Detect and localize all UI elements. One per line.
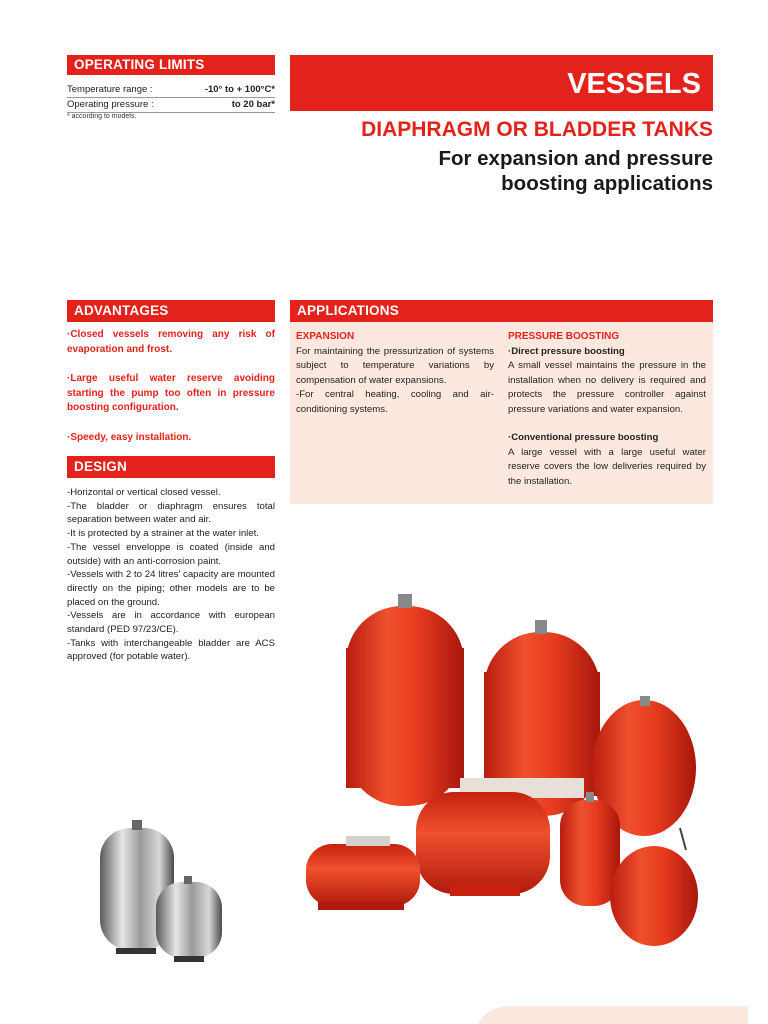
applications-heading: APPLICATIONS [290,300,713,322]
subtitle-red: DIAPHRAGM OR BLADDER TANKS [361,118,713,141]
design-item: -The vessel enveloppe is coated (inside and outside) with an anti-corrosion paint. [67,541,275,567]
design-heading: DESIGN [67,456,275,478]
design-item: -Tanks with interchangeable bladder are ACS approved (for potable water). [67,637,275,663]
expansion-column [296,330,494,417]
subtitle-line-2: boosting applications [501,172,713,195]
expansion-systems: -For central heating, cooling and air-conditioning systems. [296,389,494,415]
conventional-boosting-heading: ·Conventional pressure boosting [508,432,659,443]
red-vessels-image [298,588,716,968]
horizontal-tank-small [306,836,420,910]
subtitle-black [353,146,713,196]
pressure-row [67,98,275,113]
page-title: VESSELS [567,68,701,100]
advantage-item: ·Speedy, easy installation. [67,431,192,443]
pressure-value: to 20 bar* [231,99,275,110]
corner-decoration [478,1006,748,1024]
subtitle-line-1: For expansion and pressure [438,147,713,170]
temperature-value: -10° to + 100°C* [204,84,275,95]
tall-tank-left [346,594,464,806]
design-item: -Horizontal or vertical closed vessel. [67,487,221,498]
direct-boosting-text: A small vessel maintains the pressure in the installation when no delivery is required and protects the pressure controller against pressure variations and water expansion. [508,360,706,415]
design-item: -Vessels with 2 to 24 litres' capacity are mounted directly on the piping; other models are to be placed on the ground. [67,569,275,608]
design-section [67,456,275,664]
pressure-label: Operating pressure : [67,99,154,110]
expansion-text: For maintaining the pressurization of systems subject to temperature variations by compensation of water expansions. [296,345,494,386]
pressure-boosting-column [508,330,706,489]
operating-limits-heading: OPERATING LIMITS [67,55,275,75]
small-tank-round [610,846,698,946]
applications-section [290,300,713,504]
models-note: * according to models. [67,113,137,120]
steel-vessels-image [96,820,231,965]
vessels-title-bar [290,55,713,111]
temperature-row [67,83,275,98]
design-item: -The bladder or diaphragm ensures total separation between water and air. [67,500,275,526]
expansion-heading: EXPANSION [296,331,355,342]
conventional-boosting-text: A large vessel with a large useful water reserve covers the low deliveries required by the installation. [508,446,706,487]
temperature-label: Temperature range : [67,84,153,95]
advantages-section [67,300,275,445]
advantage-item: ·Large useful water reserve avoiding starting the pump too often in pressure boosting configuration. [67,373,275,413]
steel-tank-small [156,876,222,962]
design-item: -It is protected by a strainer at the water inlet. [67,528,259,540]
direct-boosting-heading: ·Direct pressure boosting [508,345,625,357]
design-list [67,486,275,664]
advantage-item: ·Closed vessels removing any risk of evaporation and frost. [67,329,275,355]
design-item: -Vessels are in accordance with european standard (PED 97/23/CE). [67,610,275,636]
operating-limits-section [67,55,275,121]
advantages-heading: ADVANTAGES [67,300,275,322]
horizontal-tank-center [416,778,584,896]
pressure-boosting-heading: PRESSURE BOOSTING [508,331,620,342]
